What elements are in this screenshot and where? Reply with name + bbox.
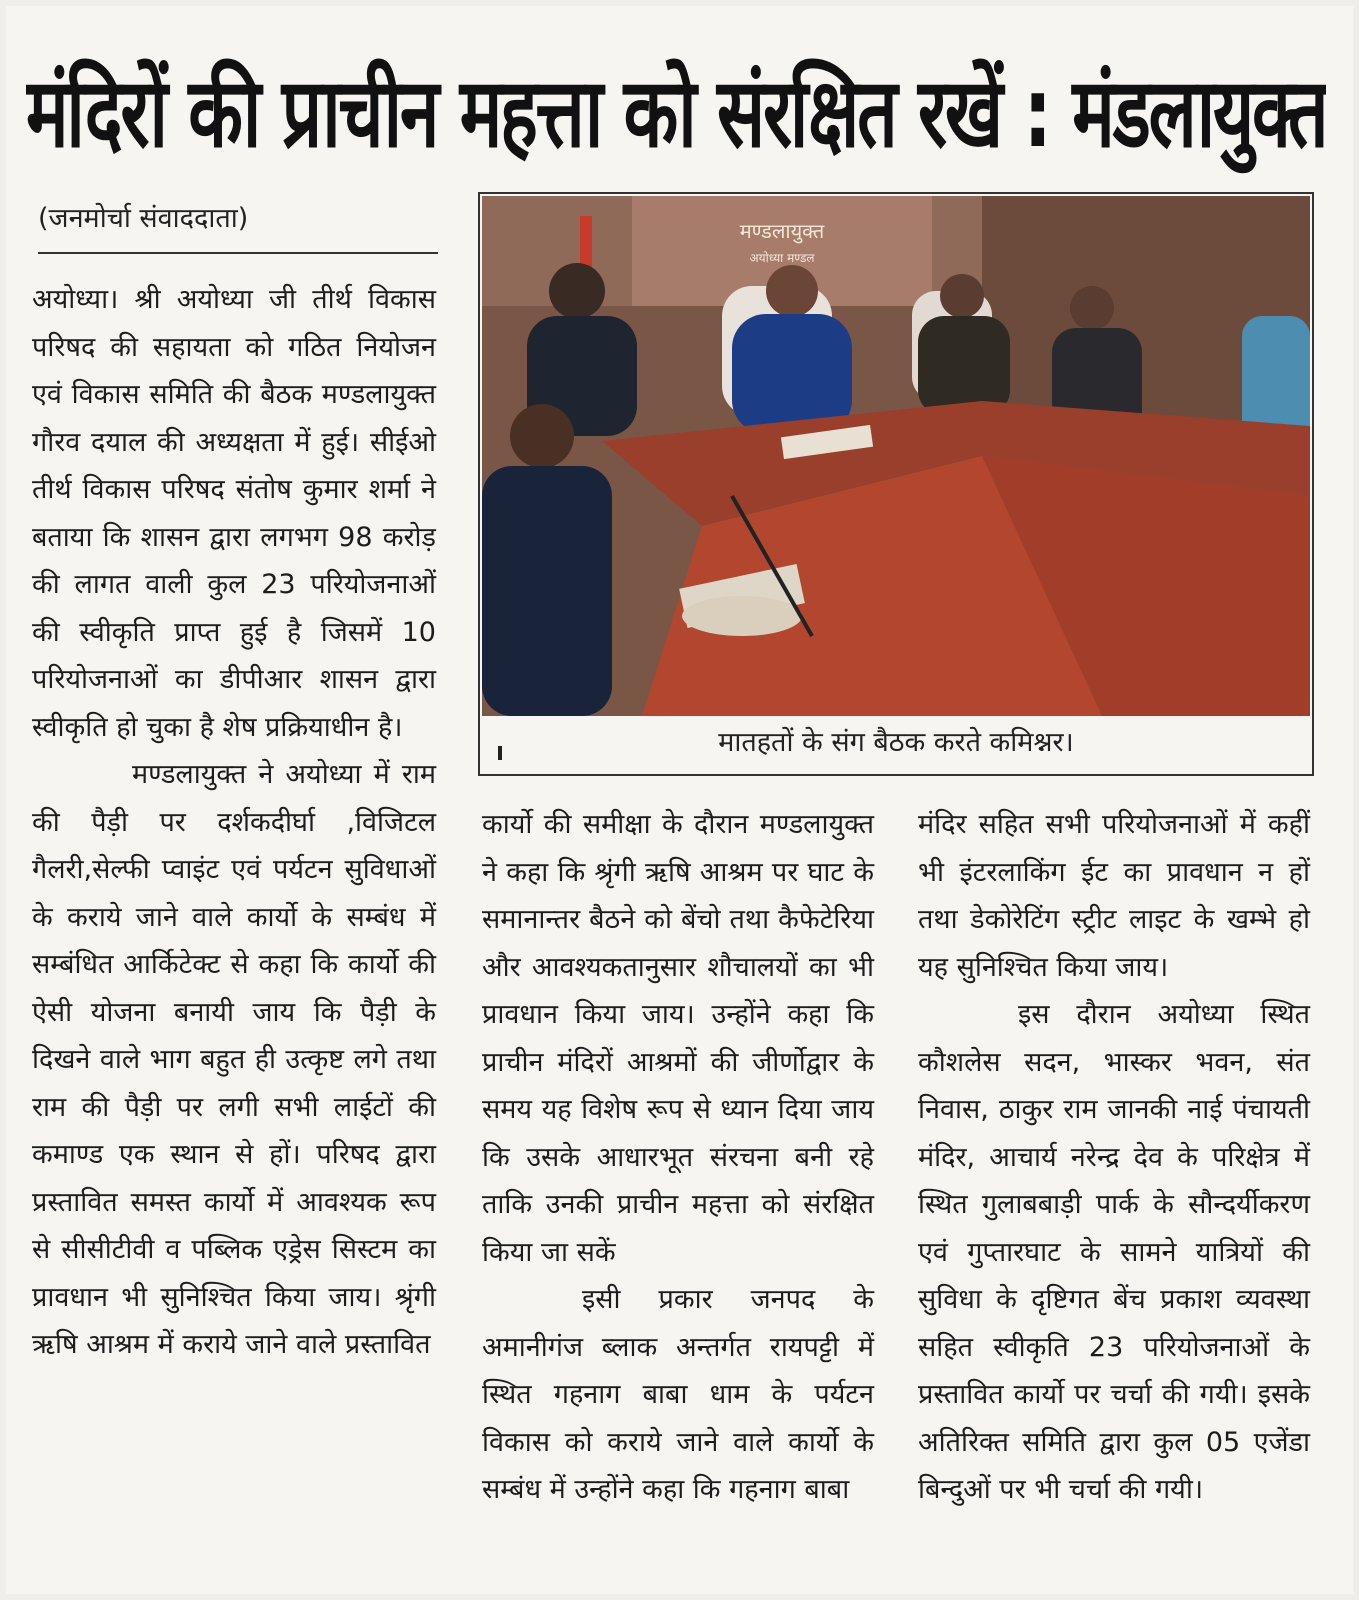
photo-sign-line2: अयोध्या मण्डल <box>749 251 815 265</box>
byline: (जनमोर्चा संवाददाता) <box>38 203 249 234</box>
col3-paragraph-2: इस दौरान अयोध्या स्थित कौशलेस सदन, भास्कर भवन, संत निवास, ठाकुर राम जानकी नाई पंचायती मंदिर, आचार्य नरेन्द्र देव के परिक्षेत्र में स्थित गुलाबबाड़ी पार्क के सौन्दर्यीकरण एवं गुप्तारघाट के सामने यात्रियों की सुविधा के दृष्टिगत बेंच प्रकाश व्यवस्था सहित स्वीकृति 23 परियोजनाओं के प्रस्तावित कार्यो पर चर्चा की गयी। इसके अतिरिक्त समिति द्वारा कुल 05 एजेंडा बिन्दुओं पर भी चर्चा की गयी। <box>918 999 1310 1505</box>
col3-paragraph-1: मंदिर सहित सभी परियोजनाओं में कहीं भी इंटरलाकिंग ईट का प्रावधान न हों तथा डेकोरेटिंग स्ट्रीट लाइट के खम्भे हो यह सुनिश्चित किया जाय। <box>918 809 1310 983</box>
column-2 <box>482 801 874 1514</box>
meeting-photo <box>482 196 1310 716</box>
column-3 <box>918 801 1310 1514</box>
col1-paragraph-2: मण्डलायुक्त ने अयोध्या में राम की पैड़ी पर दर्शकदीर्घा ,विजिटल गैलरी,सेल्फी प्वाइंट एवं पर्यटन सुविधाओं के कराये जाने वाले कार्यो के सम्बंध में सम्बंधित आर्किटेक्ट से कहा कि कार्यो की ऐसी योजना बनायी जाय कि पैड़ी के दिखने वाले भाग बहुत ही उत्कृष्ट लगे तथा राम की पैड़ी पर लगी सभी लाईटों की कमाण्ड एक स्थान से हों। परिषद द्वारा प्रस्तावित समस्त कार्यो में आवश्यक रूप से सीसीटीवी व पब्लिक एड्रेस सिस्टम का प्रावधान भी सुनिश्चित किया जाय। श्रृंगी ऋषि आश्रम में कराये जाने वाले प्रस्तावित <box>32 759 436 1360</box>
photo-frame <box>478 192 1314 776</box>
col2-paragraph-2: इसी प्रकार जनपद के अमानीगंज ब्लाक अन्तर्गत रायपट्टी में स्थित गहनाग बाबा धाम के पर्यटन विकास को कराये जाने वाले कार्यो के सम्बंध में उन्होंने कहा कि गहनाग बाबा <box>482 1284 874 1505</box>
meeting-photo-illustration <box>482 196 1310 716</box>
newspaper-clipping <box>6 6 1353 1594</box>
col2-paragraph-1: कार्यो की समीक्षा के दौरान मण्डलायुक्त ने कहा कि श्रृंगी ऋषि आश्रम पर घाट के समानान्तर बैठने को बेंचो तथा कैफेटेरिया और आवश्यकतानुसार शौचालयों का भी प्रावधान किया जाय। उन्होंने कहा कि प्राचीन मंदिरों आश्रमों की जीर्णोद्वार के समय यह विशेष रूप से ध्यान दिया जाय कि उसके आधारभूत संरचना बनी रहे ताकि उनकी प्राचीन महत्ता को संरक्षित किया जा सकें <box>482 809 874 1268</box>
headline: मंदिरों की प्राचीन महत्ता को संरक्षित रखें : मंडलायुक्त <box>26 57 1326 169</box>
photo-caption: मातहतों के संग बैठक करते कमिश्नर। <box>718 727 1074 758</box>
byline-rule <box>38 252 438 254</box>
column-1 <box>32 276 436 1369</box>
col1-paragraph-1: अयोध्या। श्री अयोध्या जी तीर्थ विकास परिषद की सहायता को गठित नियोजन एवं विकास समिति की बैठक मण्डलायुक्त गौरव दयाल की अध्यक्षता में हुई। सीईओ तीर्थ विकास परिषद संतोष कुमार शर्मा ने बताया कि शासन द्वारा लगभग 98 करोड़ की लागत वाली कुल 23 परियोजनाओं की स्वीकृति प्राप्त हुई है जिसमें 10 परियोजनाओं का डीपीआर शासन द्वारा स्वीकृति हो चुका है शेष प्रक्रियाधीन है। <box>32 284 436 743</box>
photo-sign-line1: मण्डलायुक्त <box>739 219 825 243</box>
